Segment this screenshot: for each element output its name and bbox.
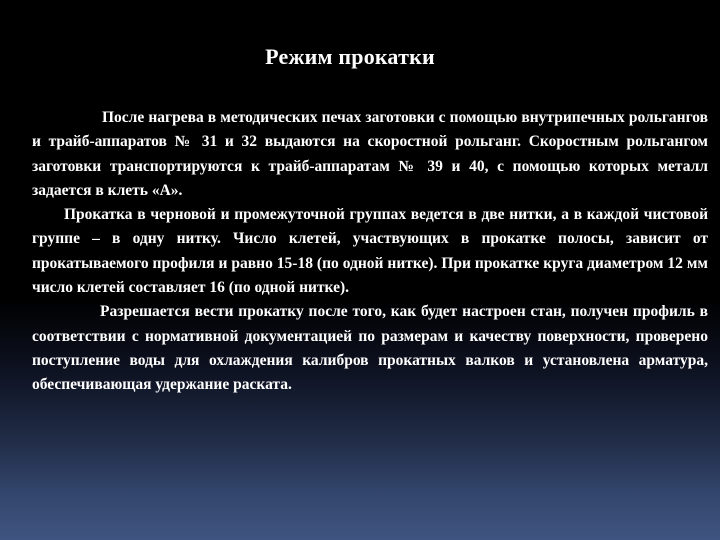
slide-body [32, 106, 708, 398]
paragraph-heating-transport: После нагрева в методических печах заготовки с помощью внутрипечных рольгангов и трайб-аппаратов № 31 и 32 выдаются на скоростной рольганг. Скоростным рольгангом заготовки транспортируются к трайб-аппаратам № 39 и 40, с помощью которых металл задается в клеть «А». [32, 109, 708, 199]
paragraph-rolling-groups: Прокатка в черновой и промежуточной группах ведется в две нитки, а в каждой чистовой группе – в одну нитку. Число клетей, участвующих в прокатке полосы, зависит от прокатываемого профиля и равно 15-18 (по одной нитке). При прокатке круга диаметром 12 мм число клетей составляет 16 (по одной нитке). [32, 206, 708, 297]
paragraph-rolling-permission: Разрешается вести прокатку после того, как будет настроен стан, получен профиль в соответствии с нормативной документацией по размерам и качеству поверхности, проверено поступление воды для охлаждения калибров прокатных валков и установлена арматура, обеспечивающая удержание раската. [32, 303, 708, 394]
slide-title: Режим прокатки [265, 44, 435, 69]
